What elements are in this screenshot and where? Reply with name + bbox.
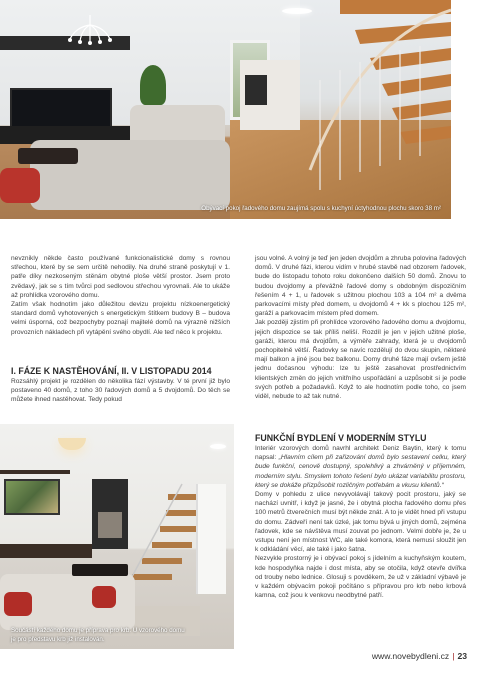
wall-picture <box>4 479 60 515</box>
right-column-top <box>255 254 466 401</box>
kitchen-oven <box>245 75 267 105</box>
pendant-lamp <box>58 438 86 450</box>
paragraph <box>255 444 466 490</box>
left-column-middle <box>11 377 230 405</box>
ceiling-light <box>210 444 226 449</box>
coffee-table <box>18 148 78 164</box>
footer-separator: | <box>452 651 455 661</box>
paragraph: Jak později zjistím při prohlídce vzorového řadového domu a dvojdomu, jejich dispozice se tak příliš neliší. Rozdíl je jen v jejich užitné ploše, garáži, kterou má dvojdům, a výměře zahrady, která je u dvojdomů pochopitelně větší. Řadovky se navíc rozdělují do dvou skupin, některé mají balkon a jiné jsou bez balkonu. Domy druhé fáze mají ovšem ještě jednu dočasnou výhodu: lze tu ještě zasahovat prostřednictvím klientských změn do jejich vnitřního uspořádání a uzpůsobit si je podle svých potřeb a požadavků. Když to ale hodnotím podle toho, co jsem viděl, nebude to až tak nutné. <box>255 319 466 401</box>
caption-line: je pro představu krb již instalován. <box>11 635 105 643</box>
section-heading-functional-living: FUNKČNÍ BYDLENÍ V MODERNÍM STYLU <box>255 433 427 443</box>
paragraph: Zatím však hodnotím jako důležitou devizu projektu nízkoenergetický standard domů vyhotovených s energetickým štítkem budovy B – budova velmi úsporná, což bezpochyby poznají majitelé domů na výrazně nižších provozních nákladech při vytápění svého obydlí. Ale teď něco k projektu. <box>11 301 230 336</box>
red-pillow <box>0 168 40 203</box>
red-pillow <box>4 592 32 616</box>
photo-caption <box>11 627 185 644</box>
stair-railing <box>300 20 451 190</box>
hero-photo <box>0 0 451 219</box>
fireplace-photo <box>0 424 234 649</box>
sideboard <box>0 544 92 558</box>
hero-caption: Obývací pokoj řadového domu zaujímá spolu s kuchyní úctyhodnou plochu skoro 38 m² <box>201 205 441 212</box>
chandelier-icon <box>62 15 118 45</box>
wall-shelf <box>0 470 70 474</box>
caption-line: Součástí každého domu je příprava pro krb. U vzorového domu <box>11 627 185 635</box>
page-number: 23 <box>457 651 467 661</box>
coffee-table <box>72 564 128 576</box>
red-pillow <box>92 586 116 608</box>
right-column-bottom <box>255 444 466 600</box>
page-footer <box>372 651 467 661</box>
paragraph: nevznikly někde často používané funkcionalistické domy s rovnou střechou, které by se sem určitě nehodily. Na druhé straně poskytují v 1. patře díky nezkoseným stěnám obytné ploše větší prostor. Jsem proto zvědavý, jak se s tím tvůrci pod sedlovou střechou vyrovnali. Ale to ukáže až prohlídka vzorového domu. <box>11 255 230 299</box>
door <box>196 484 226 594</box>
paragraph-intro: Interiér vzorových domů navrhl architekt Deniz Baytin, který k tomu napsal: <box>255 445 466 462</box>
paragraph: Domy v pohledu z ulice nevyvolávají takový pocit prostoru, jaký se nachází uvnitř, i když je jasné, že i obytná plocha řadového domu přes 100 metrů čtverečních musí být někde znát. A to je vidět hned při vstupu do domu. Zádveří není tak úzké, jak tomu bývá u jiných domů, zejména řadovek, kde se návštěva musí zouvat po jednom. Velmi dobře je, že u vstupu není jen místnost WC, ale také komora, která nemusí sloužit jen k odkládání věcí, ale také i jako šatna. <box>255 491 466 554</box>
architect-quote: „Hlavním cílem při zařizování domů bylo sestavení celku, který bude funkční, cenově dostupný, spolehlivý a zhvárněný v příjemném, moderním stylu. Smyslem tohoto řešení bylo ukázat variabilitu prostoru, který se dokáže přizpůsobit rozličným potřebám a vkusu klientů.“ <box>255 454 466 489</box>
fireplace-opening <box>98 512 122 538</box>
paragraph: Rozsáhlý projekt je rozdělen do několika fází výstavby. V té první již bylo postaveno 40 domů, z toho 30 řadových domů a 5 dvojdomů. Do těch se můžete ihned nastěhovat. Tedy pokud <box>11 378 230 404</box>
left-column-top <box>11 254 230 337</box>
paragraph: Nezvykle prostorný je i obývací pokoj s jídelním a kuchyňským koutem, kde hospodyňka najde i dost místa, aby se otočila, když otevře dvířka od trouby nebo lednice. Glosuji s povděkem, že už v základní výbavě je v každém obývacím pokoji počítáno s přípravou pro krb nebo krbová kamna, což jsou k venkovu neodbytné patří. <box>255 555 466 600</box>
plant <box>140 65 166 105</box>
paragraph: jsou volné. A volný je teď jen jeden dvojdům a zhruba polovina řadových domů. V druhé fázi, kterou vidím v hrubé stavbě nad obzorem řadovek, bude do listopadu tohoto roku dokončeno dalších 50 domů. Znovu to budou dvojdomy a převážně řadové domy s obdobným dispozičním řešením 4 + 1, u řadovek s užitnou plochou 103 a 104 m² a dvěma parkovacími místy před domem, u dvojdomů 4 + kk s plochou 125 m², garáží a parkovacím místem před domem. <box>255 255 466 318</box>
website-link[interactable]: www.novebydleni.cz <box>371 651 450 661</box>
section-heading-phases: I. FÁZE K NASTĚHOVÁNÍ, II. V LISTOPADU 2014 <box>11 366 212 376</box>
